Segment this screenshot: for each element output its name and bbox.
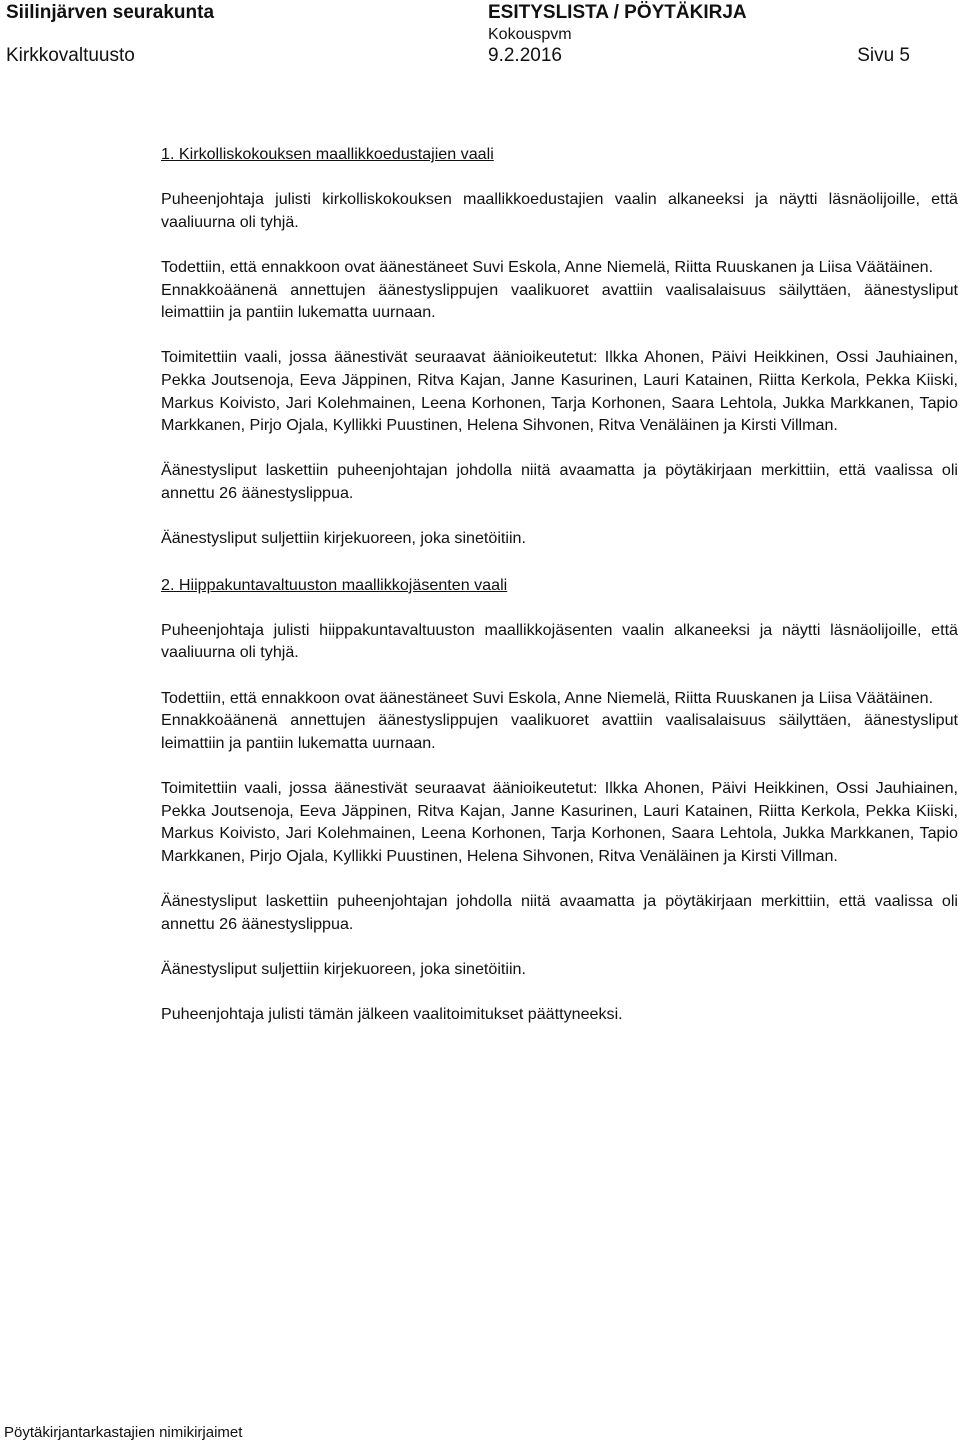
meeting-date: 9.2.2016 — [488, 45, 562, 66]
section-2-paragraph-sealed: Äänestysliput suljettiin kirjekuoreen, joka sinetöitiin. — [161, 959, 526, 978]
document-type: ESITYSLISTA / PÖYTÄKIRJA — [488, 2, 747, 23]
section-2-paragraph-voters: Toimitettiin vaali, jossa äänestivät seuraavat äänioikeutetut: Ilkka Ahonen, Päivi Heikkinen, Ossi Jauhiainen, Pekka Joutsenoja, Eeva Jäppinen, Ritva Kajan, Janne Kasurinen, Lauri Katainen, Riitta Kerkola, Pekka Kiiski, Markus Koivisto, Jari Kolehmainen, Leena Korhonen, Tarja Korhonen, Saara Lehtola, Jukka Markkanen, Tapio Markkanen, Pirjo Ojala, Kyllikki Puustinen, Helena Sihvonen, Ritva Venäläinen ja Kirsti Villman. — [161, 779, 958, 865]
section-2-paragraph-opening: Puheenjohtaja julisti hiippakuntavaltuuston maallikkojäsenten vaalin alkaneeksi ja näytti läsnäolijoille, että vaaliuurna oli tyhjä. — [161, 620, 958, 662]
governing-body: Kirkkovaltuusto — [6, 45, 135, 66]
section-2-heading: 2. Hiippakuntavaltuuston maallikkojäsenten vaali — [161, 575, 508, 594]
section-1-paragraph-sealed: Äänestysliput suljettiin kirjekuoreen, joka sinetöitiin. — [161, 529, 526, 548]
document-body — [161, 143, 958, 1026]
section-1-heading: 1. Kirkolliskokouksen maallikkoedustajien vaali — [161, 145, 494, 163]
section-1-paragraph-advance-ballots: Ennakkoäänenä annettujen äänestyslippujen vaalikuoret avattiin vaalisalaisuus säilyttäen, äänestysliput leimattiin ja pantiin lukematta uurnaan. — [161, 280, 958, 322]
organization-name: Siilinjärven seurakunta — [6, 2, 215, 23]
section-1-paragraph-voters: Toimitettiin vaali, jossa äänestivät seuraavat äänioikeutetut: Ilkka Ahonen, Päivi Heikkinen, Ossi Jauhiainen, Pekka Joutsenoja, Eeva Jäppinen, Ritva Kajan, Janne Kasurinen, Lauri Katainen, Riitta Kerkola, Pekka Kiiski, Markus Koivisto, Jari Kolehmainen, Leena Korhonen, Tarja Korhonen, Saara Lehtola, Jukka Markkanen, Tapio Markkanen, Pirjo Ojala, Kyllikki Puustinen, Helena Sihvonen, Ritva Venäläinen ja Kirsti Villman. — [161, 348, 958, 435]
page-number: Sivu 5 — [857, 45, 910, 66]
section-2-paragraph-count: Äänestysliput laskettiin puheenjohtajan johdolla niitä avaamatta ja pöytäkirjaan merkittiin, että vaalissa oli annettu 26 äänestyslippua. — [161, 892, 958, 933]
section-2-paragraph-advance-voters: Todettiin, että ennakkoon ovat äänestäneet Suvi Eskola, Anne Niemelä, Riitta Ruuskanen ja Liisa Väätäinen. — [161, 688, 934, 707]
closing-paragraph: Puheenjohtaja julisti tämän jälkeen vaalitoimitukset päättyneeksi. — [161, 1004, 623, 1023]
footer-initials-label: Pöytäkirjantarkastajien nimikirjaimet — [4, 1424, 243, 1441]
section-1-paragraph-opening: Puheenjohtaja julisti kirkolliskokouksen maallikkoedustajien vaalin alkaneeksi ja näytti läsnäolijoille, että vaaliuurna oli tyhjä. — [161, 190, 958, 231]
section-1-paragraph-count: Äänestysliput laskettiin puheenjohtajan johdolla niitä avaamatta ja pöytäkirjaan merkittiin, että vaalissa oli annettu 26 äänestyslippua. — [161, 461, 958, 502]
section-2-paragraph-advance-ballots: Ennakkoäänenä annettujen äänestyslippujen vaalikuoret avattiin vaalisalaisuus säilyttäen, äänestysliput leimattiin ja pantiin lukematta uurnaan. — [161, 711, 958, 752]
meeting-date-label: Kokouspvm — [488, 26, 572, 43]
section-1-paragraph-advance-voters: Todettiin, että ennakkoon ovat äänestäneet Suvi Eskola, Anne Niemelä, Riitta Ruuskanen ja Liisa Väätäinen. — [161, 257, 934, 276]
